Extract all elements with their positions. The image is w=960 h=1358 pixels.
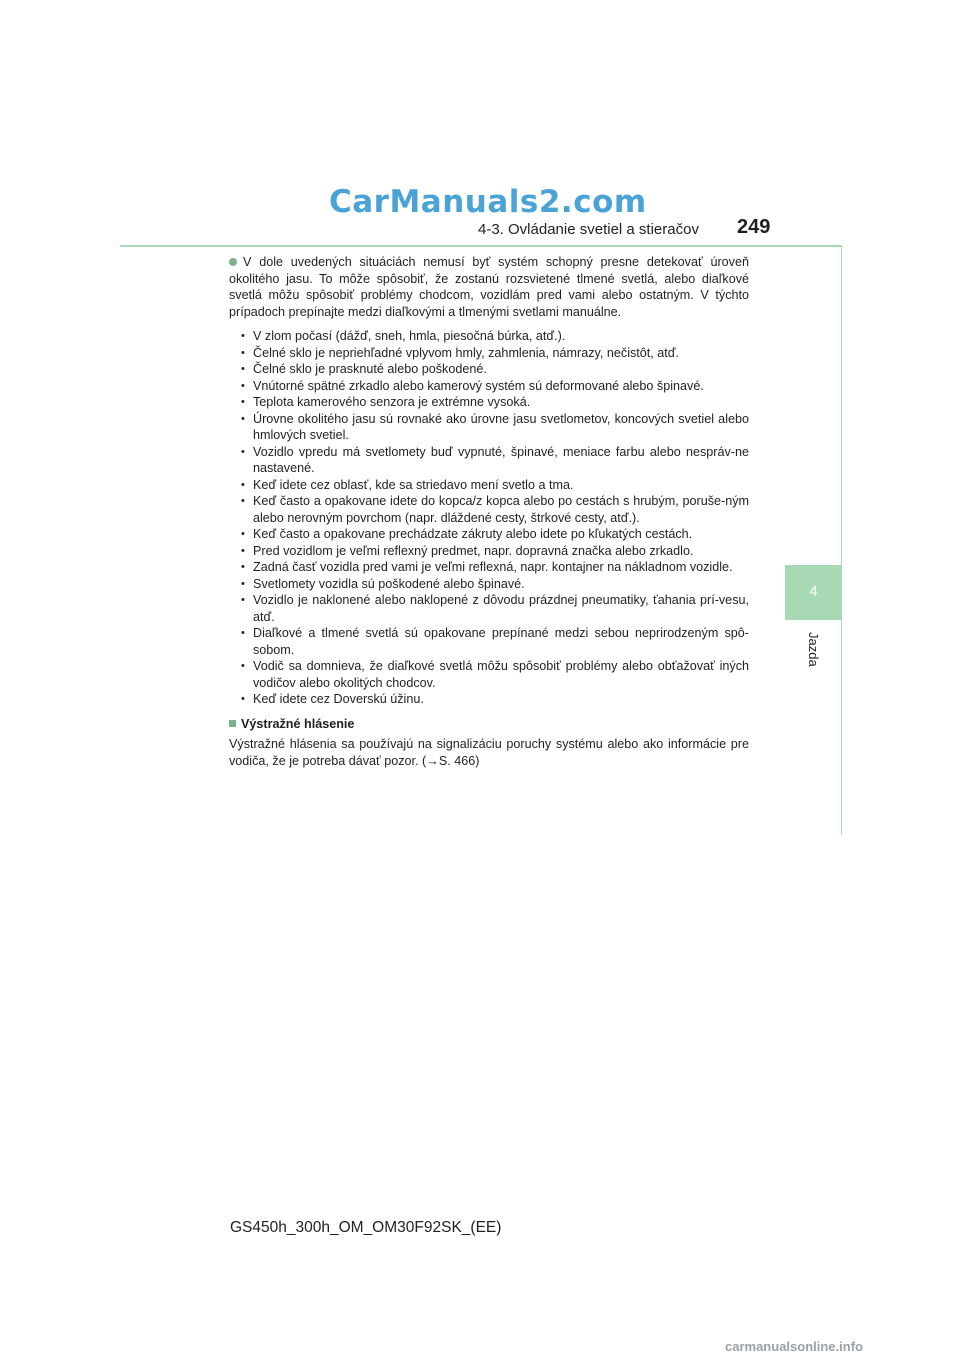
list-item: • Diaľkové a tlmené svetlá sú opakovane prepínané medzi sebou neprirodzeným spô-sobom.: [241, 625, 749, 658]
list-item: • Vozidlo je naklonené alebo naklopené z dôvodu prázdnej pneumatiky, ťahania prí-vesu, atď.: [241, 592, 749, 625]
list-item: • Čelné sklo je prasknuté alebo poškodené.: [241, 361, 749, 378]
main-content: [229, 254, 749, 769]
intro-paragraph: [229, 254, 749, 320]
list-item: • Teplota kamerového senzora je extrémne vysoká.: [241, 394, 749, 411]
square-bullet-icon: [229, 720, 236, 727]
list-item: • Úrovne okolitého jasu sú rovnaké ako úrovne jasu svetlometov, koncových svetiel alebo hmlových svetiel.: [241, 411, 749, 444]
warning-heading-text: Výstražné hlásenie: [241, 716, 355, 731]
document-code: GS450h_300h_OM_OM30F92SK_(EE): [230, 1219, 502, 1236]
side-divider: [841, 245, 842, 835]
list-item: • Vozidlo vpredu má svetlomety buď vypnuté, špinavé, meniace farbu alebo nespráv-ne nastavené.: [241, 444, 749, 477]
list-item: • Keď idete cez Doverskú úžinu.: [241, 691, 749, 708]
list-item: • Keď idete cez oblasť, kde sa striedavo mení svetlo a tma.: [241, 477, 749, 494]
list-item: • V zlom počasí (dážď, sneh, hmla, piesočná búrka, atď.).: [241, 328, 749, 345]
footer-watermark[interactable]: carmanualsonline.info: [725, 1339, 863, 1354]
list-item: • Zadná časť vozidla pred vami je veľmi reflexná, napr. kontajner na nákladnom vozidle.: [241, 559, 749, 576]
section-title: 4-3. Ovládanie svetiel a stieračov: [478, 221, 699, 238]
list-item: • Čelné sklo je nepriehľadné vplyvom hmly, zahmlenia, námrazy, nečistôt, atď.: [241, 345, 749, 362]
page-number: 249: [737, 216, 771, 238]
warning-body: Výstražné hlásenia sa používajú na signalizáciu poruchy systému alebo ako informácie pre vodiča, že je potreba dávať pozor. (→S. 466): [229, 737, 749, 768]
header-divider: [120, 245, 842, 247]
chapter-number: 4: [809, 583, 818, 600]
conditions-list: [229, 328, 749, 708]
list-item: • Vnútorné spätné zrkadlo alebo kamerový systém sú deformované alebo špinavé.: [241, 378, 749, 395]
chapter-label: Jazda: [806, 632, 821, 667]
chapter-tab: [785, 565, 842, 620]
intro-text: V dole uvedených situáciách nemusí byť systém schopný presne detekovať úroveň okolitého jasu. To môže spôsobiť, že zostanú rozsvietené tlmené svetlá, alebo diaľkové svetlá môžu spôsobiť problémy chodcom, vozidlám pred vami alebo ostatným. V týchto prípadoch prepínajte medzi diaľkovými a tlmenými svetlami manuálne.: [229, 255, 749, 319]
warning-heading: [229, 716, 749, 733]
list-item: • Keď často a opakovane idete do kopca/z kopca alebo po cestách s hrubým, poruše-ným alebo nerovným povrchom (napr. dláždené cesty, štrkové cesty, atď.).: [241, 493, 749, 526]
list-item: • Pred vozidlom je veľmi reflexný predmet, napr. dopravná značka alebo zrkadlo.: [241, 543, 749, 560]
list-item: • Svetlomety vozidla sú poškodené alebo špinavé.: [241, 576, 749, 593]
list-item: • Vodič sa domnieva, že diaľkové svetlá môžu spôsobiť problémy alebo obťažovať iných vodičov alebo okolitých chodcov.: [241, 658, 749, 691]
watermark-logo[interactable]: CarManuals2.com: [329, 184, 647, 220]
list-item: • Keď často a opakovane prechádzate zákruty alebo idete po kľukatých cestách.: [241, 526, 749, 543]
circle-bullet-icon: [229, 258, 237, 266]
